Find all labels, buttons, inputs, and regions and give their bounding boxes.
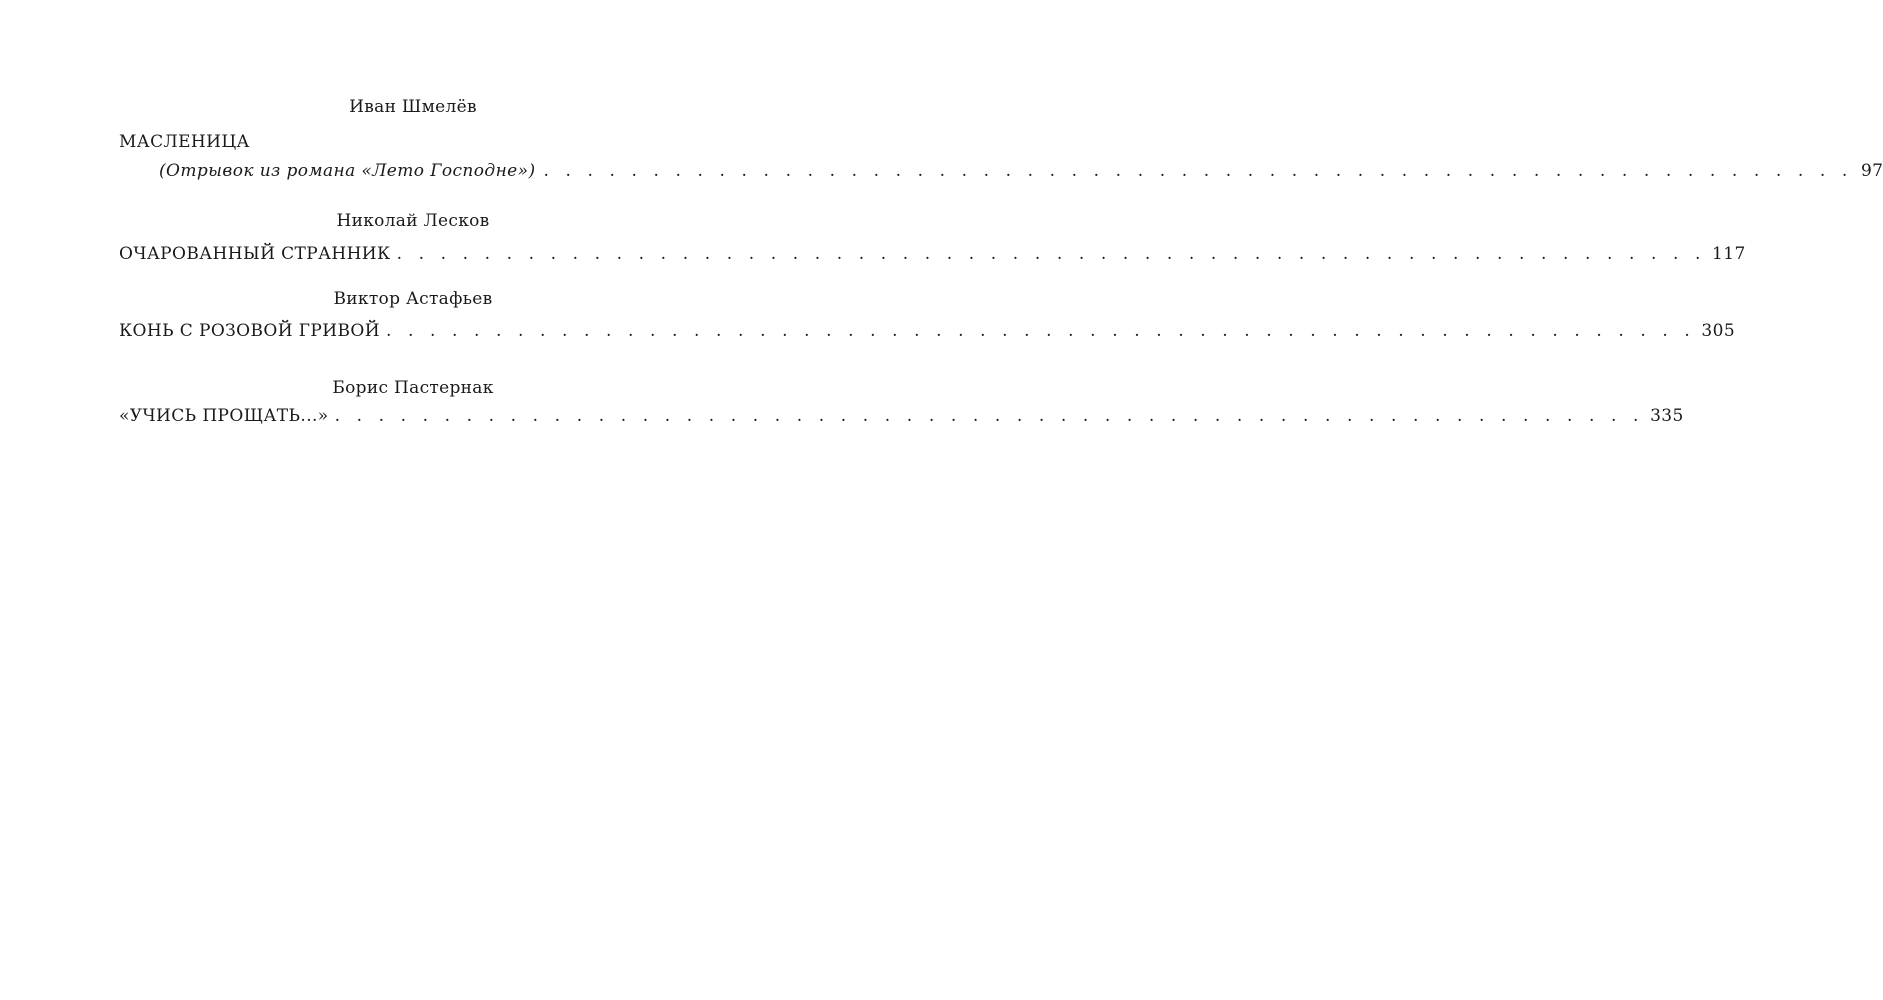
work-title[interactable]: МАСЛЕНИЦА [119,132,250,152]
work-title: ОЧАРОВАННЫЙ СТРАННИК [119,244,391,264]
toc-entry[interactable] [119,406,1684,426]
work-subtitle: (Отрывок из романа «Лето Господне») [159,161,536,181]
page-number: 335 [1650,406,1684,426]
page-number: 117 [1712,244,1746,264]
dot-leader: . . . . . . . . . . . . . . . . . . . . . . . . . . . . . . . . . . . . . . . . . . . . . . . . . . . . . . . . . . . . [334,406,1645,426]
dot-leader: . . . . . . . . . . . . . . . . . . . . . . . . . . . . . . . . . . . . . . . . . . . . . . . . . . . . . . . . . . . . [396,244,1707,264]
work-title: «УЧИСЬ ПРОЩАТЬ...» [119,406,329,426]
author-name: Борис Пастернак [332,378,494,398]
toc-entry[interactable] [119,244,1746,264]
dot-leader: . . . . . . . . . . . . . . . . . . . . . . . . . . . . . . . . . . . . . . . . . . . . . . . . . . . . . . . . . . . . [543,161,1853,181]
author-name: Иван Шмелёв [349,97,477,117]
author-name: Николай Лесков [336,211,490,231]
dot-leader: . . . . . . . . . . . . . . . . . . . . . . . . . . . . . . . . . . . . . . . . . . . . . . . . . . . . . . . . . . . . [385,321,1696,341]
author-name: Виктор Астафьев [333,289,493,309]
toc-entry[interactable] [119,321,1736,341]
page-number: 97 [1860,161,1883,181]
page-number: 305 [1701,321,1736,341]
toc-entry[interactable] [159,161,1883,181]
work-title: КОНЬ С РОЗОВОЙ ГРИВОЙ [119,321,380,341]
